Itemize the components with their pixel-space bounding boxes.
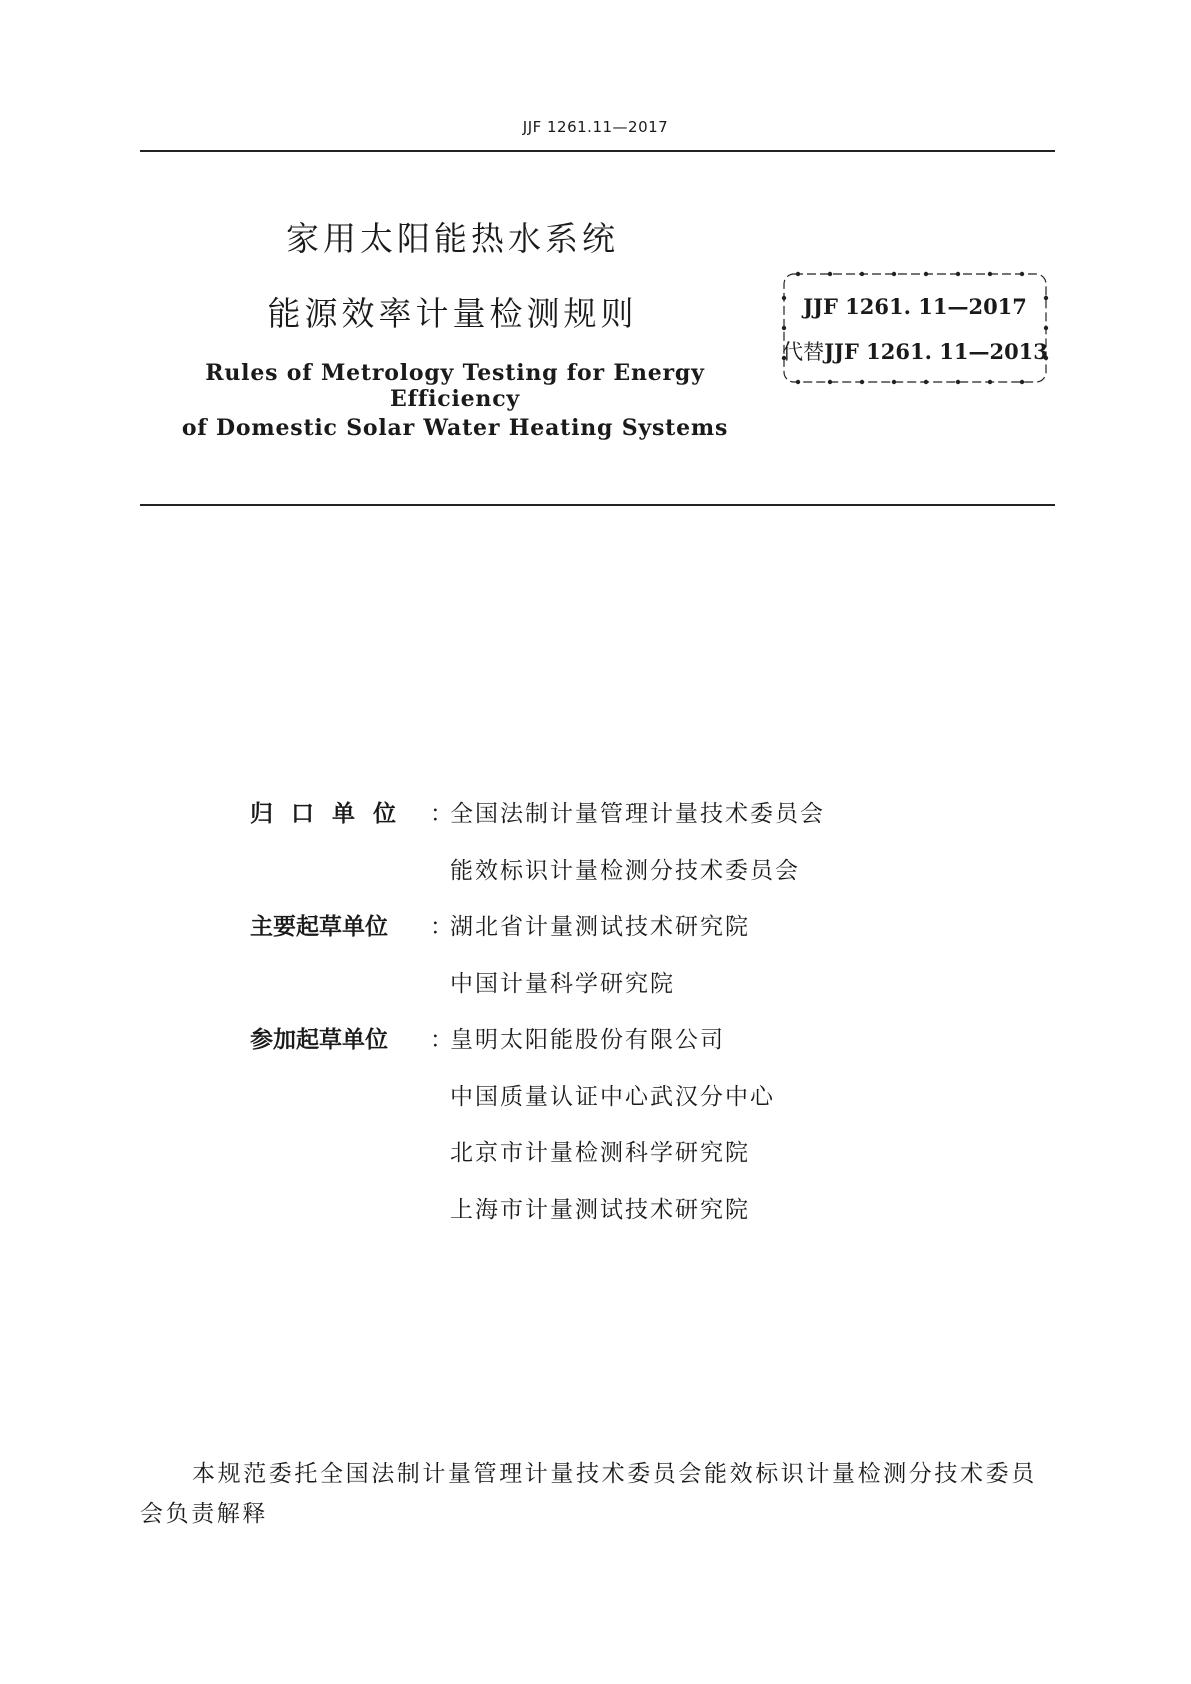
- title-zh-line2: 能源效率计量检测规则: [267, 294, 638, 333]
- responsible-unit-name-1: 全国法制计量管理计量技术委员会: [450, 801, 825, 827]
- header-standard-code: JJF 1261.11—2017: [522, 118, 669, 136]
- participating-unit-name-2: 中国质量认证中心武汉分中心: [450, 1084, 775, 1110]
- header-rule: [140, 150, 1055, 152]
- code-box-border: [778, 268, 1052, 388]
- responsible-unit-name-2: 能效标识计量检测分技术委员会: [450, 858, 800, 884]
- participating-unit-colon: ：: [430, 1027, 453, 1053]
- title-zh-line1: 家用太阳能热水系统: [286, 219, 619, 258]
- replaces-prefix: 代替: [782, 340, 825, 364]
- responsible-unit-label: 归口单位: [250, 801, 414, 827]
- standard-code-box: [778, 268, 1052, 388]
- main-drafting-unit-name-2: 中国计量科学研究院: [450, 971, 675, 997]
- main-drafting-unit-name-1: 湖北省计量测试技术研究院: [450, 914, 750, 940]
- participating-unit-name-1: 皇明太阳能股份有限公司: [450, 1027, 725, 1053]
- title-en-line1: Rules of Metrology Testing for Energy Efficiency: [205, 360, 705, 412]
- participating-unit-name-3: 北京市计量检测科学研究院: [450, 1140, 750, 1166]
- participating-unit-name-4: 上海市计量测试技术研究院: [450, 1197, 750, 1223]
- participating-unit-label: 参加起草单位: [250, 1027, 388, 1053]
- standard-code: JJF 1261. 11—2017: [803, 294, 1027, 319]
- interpretation-note: 本规范委托全国法制计量管理计量技术委员会能效标识计量检测分技术委员会负责解释: [140, 1461, 1037, 1527]
- title-en-line2: of Domestic Solar Water Heating Systems: [181, 415, 729, 441]
- replaced-code: JJF 1261. 11—2013: [824, 339, 1048, 364]
- main-drafting-unit-colon: ：: [430, 914, 453, 940]
- replaces-line: [778, 336, 1052, 366]
- responsible-unit-colon: ：: [430, 801, 453, 827]
- title-bottom-rule: [140, 504, 1055, 506]
- main-drafting-unit-label: 主要起草单位: [250, 914, 388, 940]
